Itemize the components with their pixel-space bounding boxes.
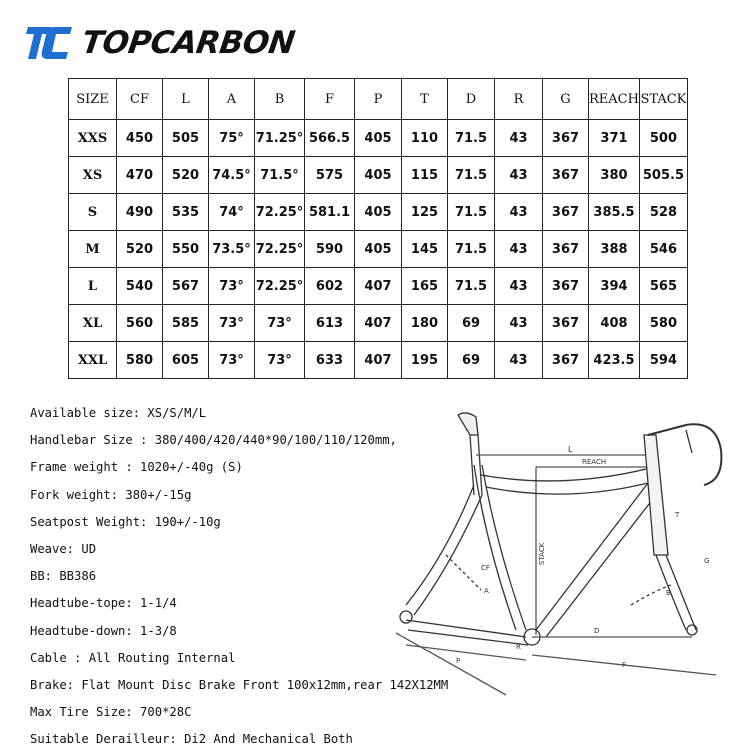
table-row xyxy=(69,157,688,194)
label-r: R xyxy=(516,643,521,651)
table-cell: 371 xyxy=(589,120,640,157)
table-cell: 580 xyxy=(639,305,687,342)
size-cell: S xyxy=(69,194,117,231)
label-cf: CF xyxy=(481,564,490,572)
table-cell: 71.5 xyxy=(448,231,495,268)
table-cell: 74° xyxy=(209,194,255,231)
bike-frame-geometry-diagram xyxy=(386,405,736,745)
table-cell: 367 xyxy=(543,157,589,194)
table-cell: 394 xyxy=(589,268,640,305)
spec-line: Brake: Flat Mount Disc Brake Front 100x12mm,rear 142X12MM xyxy=(30,677,449,692)
spec-line: Headtube-tope: 1-1/4 xyxy=(30,596,177,611)
brand-logo xyxy=(22,20,297,66)
size-cell: L xyxy=(69,268,117,305)
table-cell: 73° xyxy=(209,268,255,305)
table-cell: 367 xyxy=(543,305,589,342)
table-cell: 43 xyxy=(495,305,543,342)
size-cell: XL xyxy=(69,305,117,342)
spec-line: Fork weight: 380+/-15g xyxy=(30,487,192,502)
spec-line: Weave: UD xyxy=(30,541,97,556)
spec-line: Headtube-down: 1-3/8 xyxy=(30,623,177,638)
label-reach: REACH xyxy=(582,458,607,466)
table-header-cf: CF xyxy=(117,79,163,120)
table-cell: 540 xyxy=(117,268,163,305)
table-cell: 72.25° xyxy=(255,231,305,268)
table-header-size: SIZE xyxy=(69,79,117,120)
table-cell: 380 xyxy=(589,157,640,194)
table-header-p: P xyxy=(355,79,402,120)
table-cell: 546 xyxy=(639,231,687,268)
table-header-row xyxy=(69,79,688,120)
table-cell: 575 xyxy=(305,157,355,194)
size-cell: XXL xyxy=(69,342,117,379)
size-cell: XXS xyxy=(69,120,117,157)
table-cell: 195 xyxy=(402,342,448,379)
table-cell: 423.5 xyxy=(589,342,640,379)
table-row xyxy=(69,120,688,157)
table-cell: 580 xyxy=(117,342,163,379)
table-cell: 490 xyxy=(117,194,163,231)
table-header-reach: REACH xyxy=(589,79,640,120)
label-L: L xyxy=(568,445,573,454)
table-cell: 43 xyxy=(495,194,543,231)
spec-line: BB: BB386 xyxy=(30,569,97,584)
table-row xyxy=(69,268,688,305)
table-cell: 125 xyxy=(402,194,448,231)
table-cell: 180 xyxy=(402,305,448,342)
label-b: B xyxy=(666,589,671,597)
table-cell: 367 xyxy=(543,231,589,268)
table-cell: 500 xyxy=(639,120,687,157)
table-cell: 69 xyxy=(448,305,495,342)
table-cell: 605 xyxy=(163,342,209,379)
table-header-a: A xyxy=(209,79,255,120)
size-cell: M xyxy=(69,231,117,268)
table-cell: 71.5 xyxy=(448,194,495,231)
table-cell: 73° xyxy=(209,342,255,379)
table-cell: 43 xyxy=(495,120,543,157)
table-cell: 594 xyxy=(639,342,687,379)
spec-line: Handlebar Size : 380/400/420/440*90/100/110/120mm, xyxy=(30,433,397,448)
table-row xyxy=(69,194,688,231)
table-cell: 72.25° xyxy=(255,268,305,305)
spec-line: Frame weight : 1020+/-40g (S) xyxy=(30,460,243,475)
table-cell: 43 xyxy=(495,268,543,305)
table-cell: 633 xyxy=(305,342,355,379)
table-cell: 73° xyxy=(209,305,255,342)
table-cell: 407 xyxy=(355,268,402,305)
spec-line: Available size: XS/S/M/L xyxy=(30,406,207,420)
tc-logo-icon xyxy=(22,23,78,63)
table-cell: 71.5 xyxy=(448,120,495,157)
table-cell: 405 xyxy=(355,120,402,157)
table-row xyxy=(69,342,688,379)
table-cell: 71.5 xyxy=(448,157,495,194)
table-row xyxy=(69,231,688,268)
table-cell: 69 xyxy=(448,342,495,379)
geometry-table xyxy=(68,78,688,379)
table-cell: 528 xyxy=(639,194,687,231)
spec-line: Suitable Derailleur: Di2 And Mechanical Both xyxy=(30,732,353,747)
label-d: D xyxy=(594,627,600,635)
table-cell: 145 xyxy=(402,231,448,268)
table-cell: 590 xyxy=(305,231,355,268)
label-g: G xyxy=(704,557,710,565)
table-cell: 43 xyxy=(495,231,543,268)
table-cell: 367 xyxy=(543,342,589,379)
table-cell: 43 xyxy=(495,342,543,379)
table-row xyxy=(69,305,688,342)
table-cell: 408 xyxy=(589,305,640,342)
table-cell: 75° xyxy=(209,120,255,157)
table-cell: 115 xyxy=(402,157,448,194)
brand-name: TOPCARBON xyxy=(79,25,297,61)
table-cell: 566.5 xyxy=(305,120,355,157)
label-t: T xyxy=(675,511,680,519)
spec-line: Cable : All Routing Internal xyxy=(30,650,236,665)
table-cell: 385.5 xyxy=(589,194,640,231)
table-header-t: T xyxy=(402,79,448,120)
table-cell: 613 xyxy=(305,305,355,342)
label-p: P xyxy=(456,657,461,665)
table-cell: 71.5° xyxy=(255,157,305,194)
table-cell: 407 xyxy=(355,305,402,342)
table-cell: 367 xyxy=(543,120,589,157)
table-cell: 535 xyxy=(163,194,209,231)
size-cell: XS xyxy=(69,157,117,194)
label-f: F xyxy=(622,661,627,669)
table-cell: 71.25° xyxy=(255,120,305,157)
table-cell: 110 xyxy=(402,120,448,157)
table-cell: 505 xyxy=(163,120,209,157)
table-cell: 74.5° xyxy=(209,157,255,194)
table-header-d: D xyxy=(448,79,495,120)
table-header-b: B xyxy=(255,79,305,120)
table-header-l: L xyxy=(163,79,209,120)
table-cell: 505.5 xyxy=(639,157,687,194)
table-cell: 550 xyxy=(163,231,209,268)
spec-line: Max Tire Size: 700*28C xyxy=(30,705,192,720)
table-cell: 567 xyxy=(163,268,209,305)
table-cell: 520 xyxy=(163,157,209,194)
table-cell: 367 xyxy=(543,194,589,231)
spec-line: Seatpost Weight: 190+/-10g xyxy=(30,514,221,529)
table-cell: 72.25° xyxy=(255,194,305,231)
table-cell: 565 xyxy=(639,268,687,305)
table-cell: 73° xyxy=(255,305,305,342)
table-cell: 405 xyxy=(355,231,402,268)
table-cell: 73° xyxy=(255,342,305,379)
table-cell: 520 xyxy=(117,231,163,268)
label-a: A xyxy=(484,587,489,595)
table-cell: 71.5 xyxy=(448,268,495,305)
table-cell: 405 xyxy=(355,194,402,231)
table-cell: 43 xyxy=(495,157,543,194)
table-cell: 470 xyxy=(117,157,163,194)
table-cell: 73.5° xyxy=(209,231,255,268)
table-header-r: R xyxy=(495,79,543,120)
label-stack: STACK xyxy=(538,542,546,565)
table-cell: 602 xyxy=(305,268,355,305)
table-cell: 560 xyxy=(117,305,163,342)
table-header-g: G xyxy=(543,79,589,120)
table-cell: 405 xyxy=(355,157,402,194)
table-cell: 585 xyxy=(163,305,209,342)
table-cell: 407 xyxy=(355,342,402,379)
table-header-stack: STACK xyxy=(639,79,687,120)
table-header-f: F xyxy=(305,79,355,120)
table-cell: 450 xyxy=(117,120,163,157)
table-cell: 367 xyxy=(543,268,589,305)
table-cell: 388 xyxy=(589,231,640,268)
table-cell: 165 xyxy=(402,268,448,305)
table-cell: 581.1 xyxy=(305,194,355,231)
